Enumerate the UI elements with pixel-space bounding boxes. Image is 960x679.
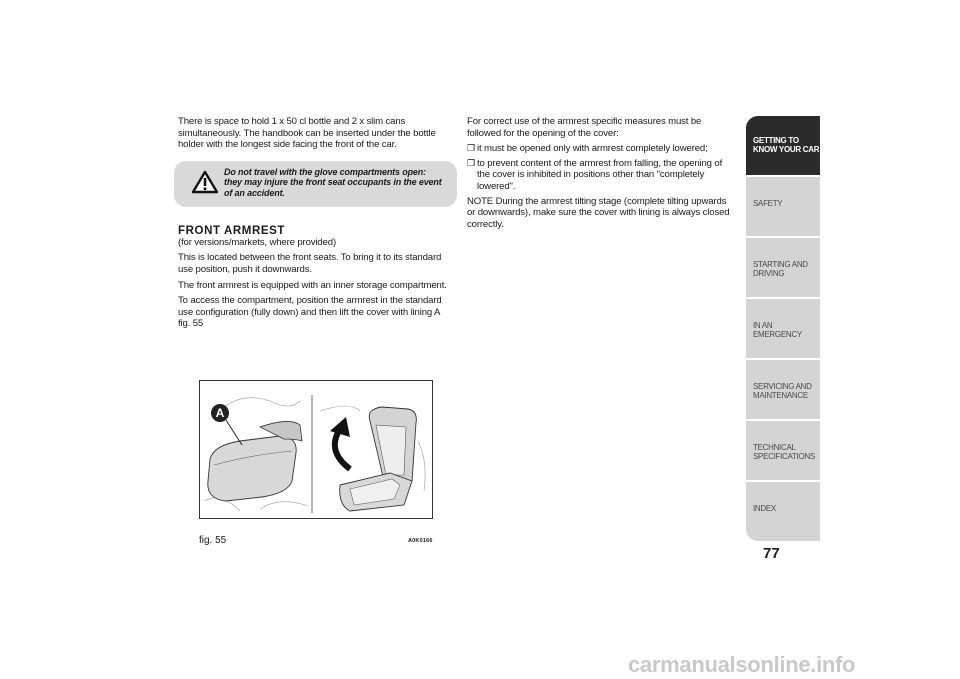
warning-box [174, 161, 457, 207]
checkbox-bullet-icon: ❒ [467, 143, 475, 154]
usage-intro: For correct use of the armrest specific measures must be followed for the opening of the cover: [467, 116, 702, 139]
intro-paragraph: There is space to hold 1 x 50 cl bottle and 2 x slim cans simultaneously. The handbook can be inserted under the bottle holder with the longest side facing the front of the car. [178, 116, 436, 151]
tab-index[interactable]: INDEX [746, 482, 820, 541]
tab-technical-specifications[interactable]: TECHNICAL SPECIFICATIONS [746, 421, 820, 480]
page-number: 77 [763, 545, 780, 562]
chapter-tabs [746, 116, 820, 543]
note-paragraph: NOTE During the armrest tilting stage (complete tilting upwards or downwards), make sure the cover with lining is always closed correctly. [467, 195, 730, 230]
tab-servicing-and-maintenance[interactable]: SERVICING AND MAINTENANCE [746, 360, 820, 419]
access-paragraph: To access the compartment, position the armrest in the standard use configuration (fully down) and then lift the cover with lining A fig. 55 [178, 295, 442, 330]
figure-caption: fig. 55 [199, 535, 227, 546]
armrest-illustration [200, 381, 432, 518]
figure-code: A0K0166 [408, 538, 433, 544]
storage-paragraph: The front armrest is equipped with an inner storage compartment. [178, 279, 447, 291]
checkbox-bullet-icon: ❒ [467, 157, 475, 168]
tab-safety[interactable]: SAFETY [746, 177, 820, 236]
tab-getting-to-know-your-car[interactable]: GETTING TO KNOW YOUR CAR [746, 116, 820, 175]
watermark: carmanualsonline.info [628, 652, 856, 677]
armrest-location-paragraph: This is located between the front seats. To bring it to its standard use position, push it downwards. [178, 252, 442, 275]
right-column [467, 116, 735, 234]
callout-label: A [215, 406, 225, 420]
tab-starting-and-driving[interactable]: STARTING AND DRIVING [746, 238, 820, 297]
tab-in-an-emergency[interactable]: IN AN EMERGENCY [746, 299, 820, 358]
list-item [467, 143, 735, 155]
bullet-text: it must be opened only with armrest completely lowered; [477, 143, 708, 155]
armrest-figure [199, 380, 433, 519]
section-title: FRONT ARMREST [178, 224, 286, 237]
list-item [467, 158, 735, 193]
warning-text: Do not travel with the glove compartments open: they may injure the front seat occupants in the event of an accident. [224, 166, 442, 198]
warning-triangle-icon [192, 170, 218, 194]
section-subtitle: (for versions/markets, where provided) [178, 236, 336, 248]
bullet-text: to prevent content of the armrest from falling, the opening of the cover is inhibited in positions other than "completely lowered". [477, 157, 723, 192]
left-column [178, 116, 454, 334]
